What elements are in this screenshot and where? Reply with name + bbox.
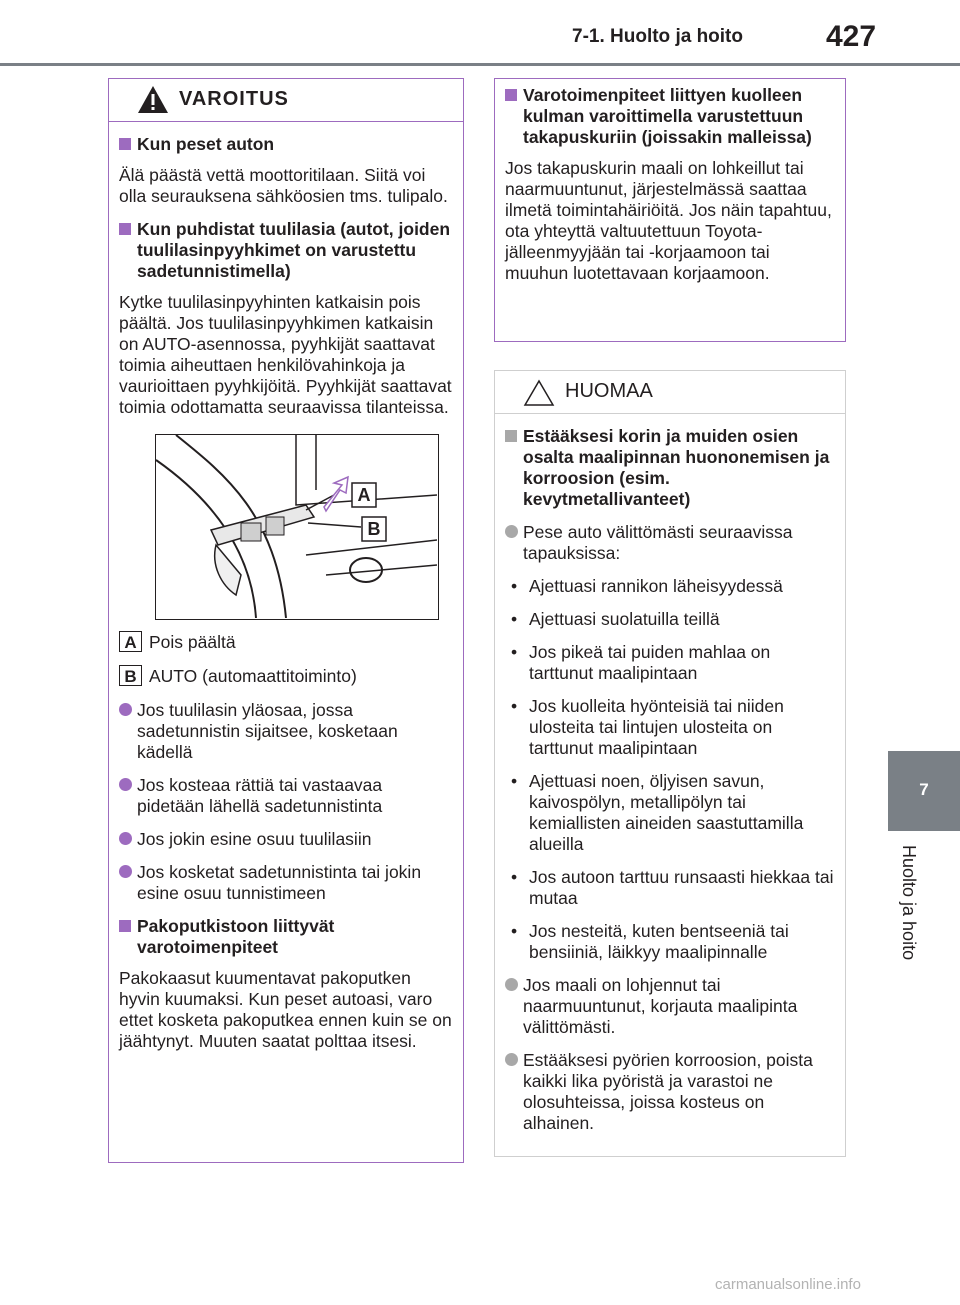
legend-text-a: Pois päältä xyxy=(149,632,236,652)
warning-list-item: Jos kosketat sadetunnistinta tai jokin esine osuu tunnistimeen xyxy=(119,862,453,904)
warning-icon xyxy=(137,85,169,114)
warning-paragraph-exhaust: Pakokaasut kuumentavat pakoputken hyvin kuumaksi. Kun peset autoasi, varo ettet kosketa pakoputkea ennen kuin se on jäähtynyt. Muuten saatat polttaa itsesi. xyxy=(119,968,452,1051)
header-rule xyxy=(0,63,960,66)
legend-key-b: B xyxy=(119,665,142,686)
notice-bullet-item: • Jos pikeä tai puiden mahlaa on tarttunut maalipintaan xyxy=(505,642,835,684)
warning-paragraph-bumper: Jos takapuskurin maali on lohkeillut tai naarmuuntunut, järjestelmässä saattaa ilmetä toimintahäiriöitä. Jos näin tapahtuu, ota yhteyttä valtuutettuun Toyota-jälleenmyyjään tai -korjaamoon tai muuhun luotettavaan korjaamoon. xyxy=(505,158,832,283)
warning-heading-windshield: Kun puhdistat tuulilasia (autot, joiden tuulilasinpyyhkimet on varustettu sadetunnistimella) xyxy=(119,219,453,282)
warning-list-item: Jos jokin esine osuu tuulilasiin xyxy=(119,829,453,850)
legend-item-a xyxy=(119,632,453,654)
warning-heading-wash: Kun peset auton xyxy=(119,134,453,155)
notice-bullet-item: • Jos nesteitä, kuten bentseeniä tai bensiiniä, läikkyy maalipinnalle xyxy=(505,921,835,963)
wiper-switch-drawing xyxy=(156,435,437,618)
notice-header xyxy=(495,371,845,414)
warning-list-item: Jos kosteaa rättiä tai vastaavaa pidetään lähellä sadetunnistinta xyxy=(119,775,453,817)
notice-list-item: Estääksesi pyörien korroosion, poista kaikki lika pyöristä ja varastoi ne olosuhteissa, joissa kosteus on alhainen. xyxy=(505,1050,835,1134)
notice-bullet-item: • Ajettuasi noen, öljyisen savun, kaivospölyn, metallipölyn tai kemiallisten aineiden saastuttamilla alueilla xyxy=(505,771,835,855)
legend-item-b xyxy=(119,666,453,688)
chapter-title-vertical: Huolto ja hoito xyxy=(899,845,919,961)
notice-list-item: Pese auto välittömästi seuraavissa tapauksissa: xyxy=(505,522,835,564)
warning-list-item: Jos tuulilasin yläosaa, jossa sadetunnistin sijaitsee, kosketaan kädellä xyxy=(119,700,453,763)
notice-bullet-item: • Jos autoon tarttuu runsaasti hiekkaa tai mutaa xyxy=(505,867,835,909)
svg-text:B: B xyxy=(367,519,381,539)
notice-list-item: Jos maali on lohjennut tai naarmuuntunut, korjauta maalipinta välittömästi. xyxy=(505,975,835,1038)
watermark: carmanualsonline.info xyxy=(715,1276,861,1293)
wiper-switch-illustration xyxy=(155,434,439,620)
warning-paragraph-windshield: Kytke tuulilasinpyyhinten katkaisin pois päältä. Jos tuulilasinpyyhkimen katkaisin on AUTO-asennossa, pyyhkijät saattavat toimia aiheuttaen henkilövahinkoja ja vaurioittaen pyyhkijöitä. Pyyhkijät saattavat toimia odottamatta seuraavissa tilanteissa. xyxy=(119,292,452,417)
warning-box-continued xyxy=(494,78,846,342)
warning-header xyxy=(109,79,463,122)
notice-heading: Estääksesi korin ja muiden osien osalta maalipinnan huononemisen ja korroosion (esim. kevytmetallivanteet) xyxy=(505,426,835,510)
notice-bullet-item: • Ajettuasi rannikon läheisyydessä xyxy=(505,576,835,597)
warning-paragraph-wash: Älä päästä vettä moottoritilaan. Siitä voi olla seurauksena sähköosien tms. tulipalo. xyxy=(119,165,448,206)
page-number: 427 xyxy=(826,20,877,53)
chapter-number: 7 xyxy=(919,780,929,799)
notice-bullet-item: • Jos kuolleita hyönteisiä tai niiden ulosteita tai lintujen ulosteita on tarttunut maalipintaan xyxy=(505,696,835,759)
warning-box xyxy=(108,78,464,1163)
legend-text-b: AUTO (automaattitoiminto) xyxy=(149,666,357,686)
notice-bullet-item: • Ajettuasi suolatuilla teillä xyxy=(505,609,835,630)
warning-heading-exhaust: Pakoputkistoon liittyvät varotoimenpiteet xyxy=(119,916,453,958)
section-title: 7-1. Huolto ja hoito xyxy=(572,26,743,47)
warning-heading-bumper: Varotoimenpiteet liittyen kuolleen kulman varoittimella varustettuun takapuskuriin (joissakin malleissa) xyxy=(505,85,835,148)
notice-box xyxy=(494,370,846,1157)
svg-text:A: A xyxy=(357,485,371,505)
notice-icon xyxy=(523,379,555,407)
warning-title: VAROITUS xyxy=(179,88,289,110)
notice-title: HUOMAA xyxy=(565,380,653,402)
legend-key-a: A xyxy=(119,631,142,652)
